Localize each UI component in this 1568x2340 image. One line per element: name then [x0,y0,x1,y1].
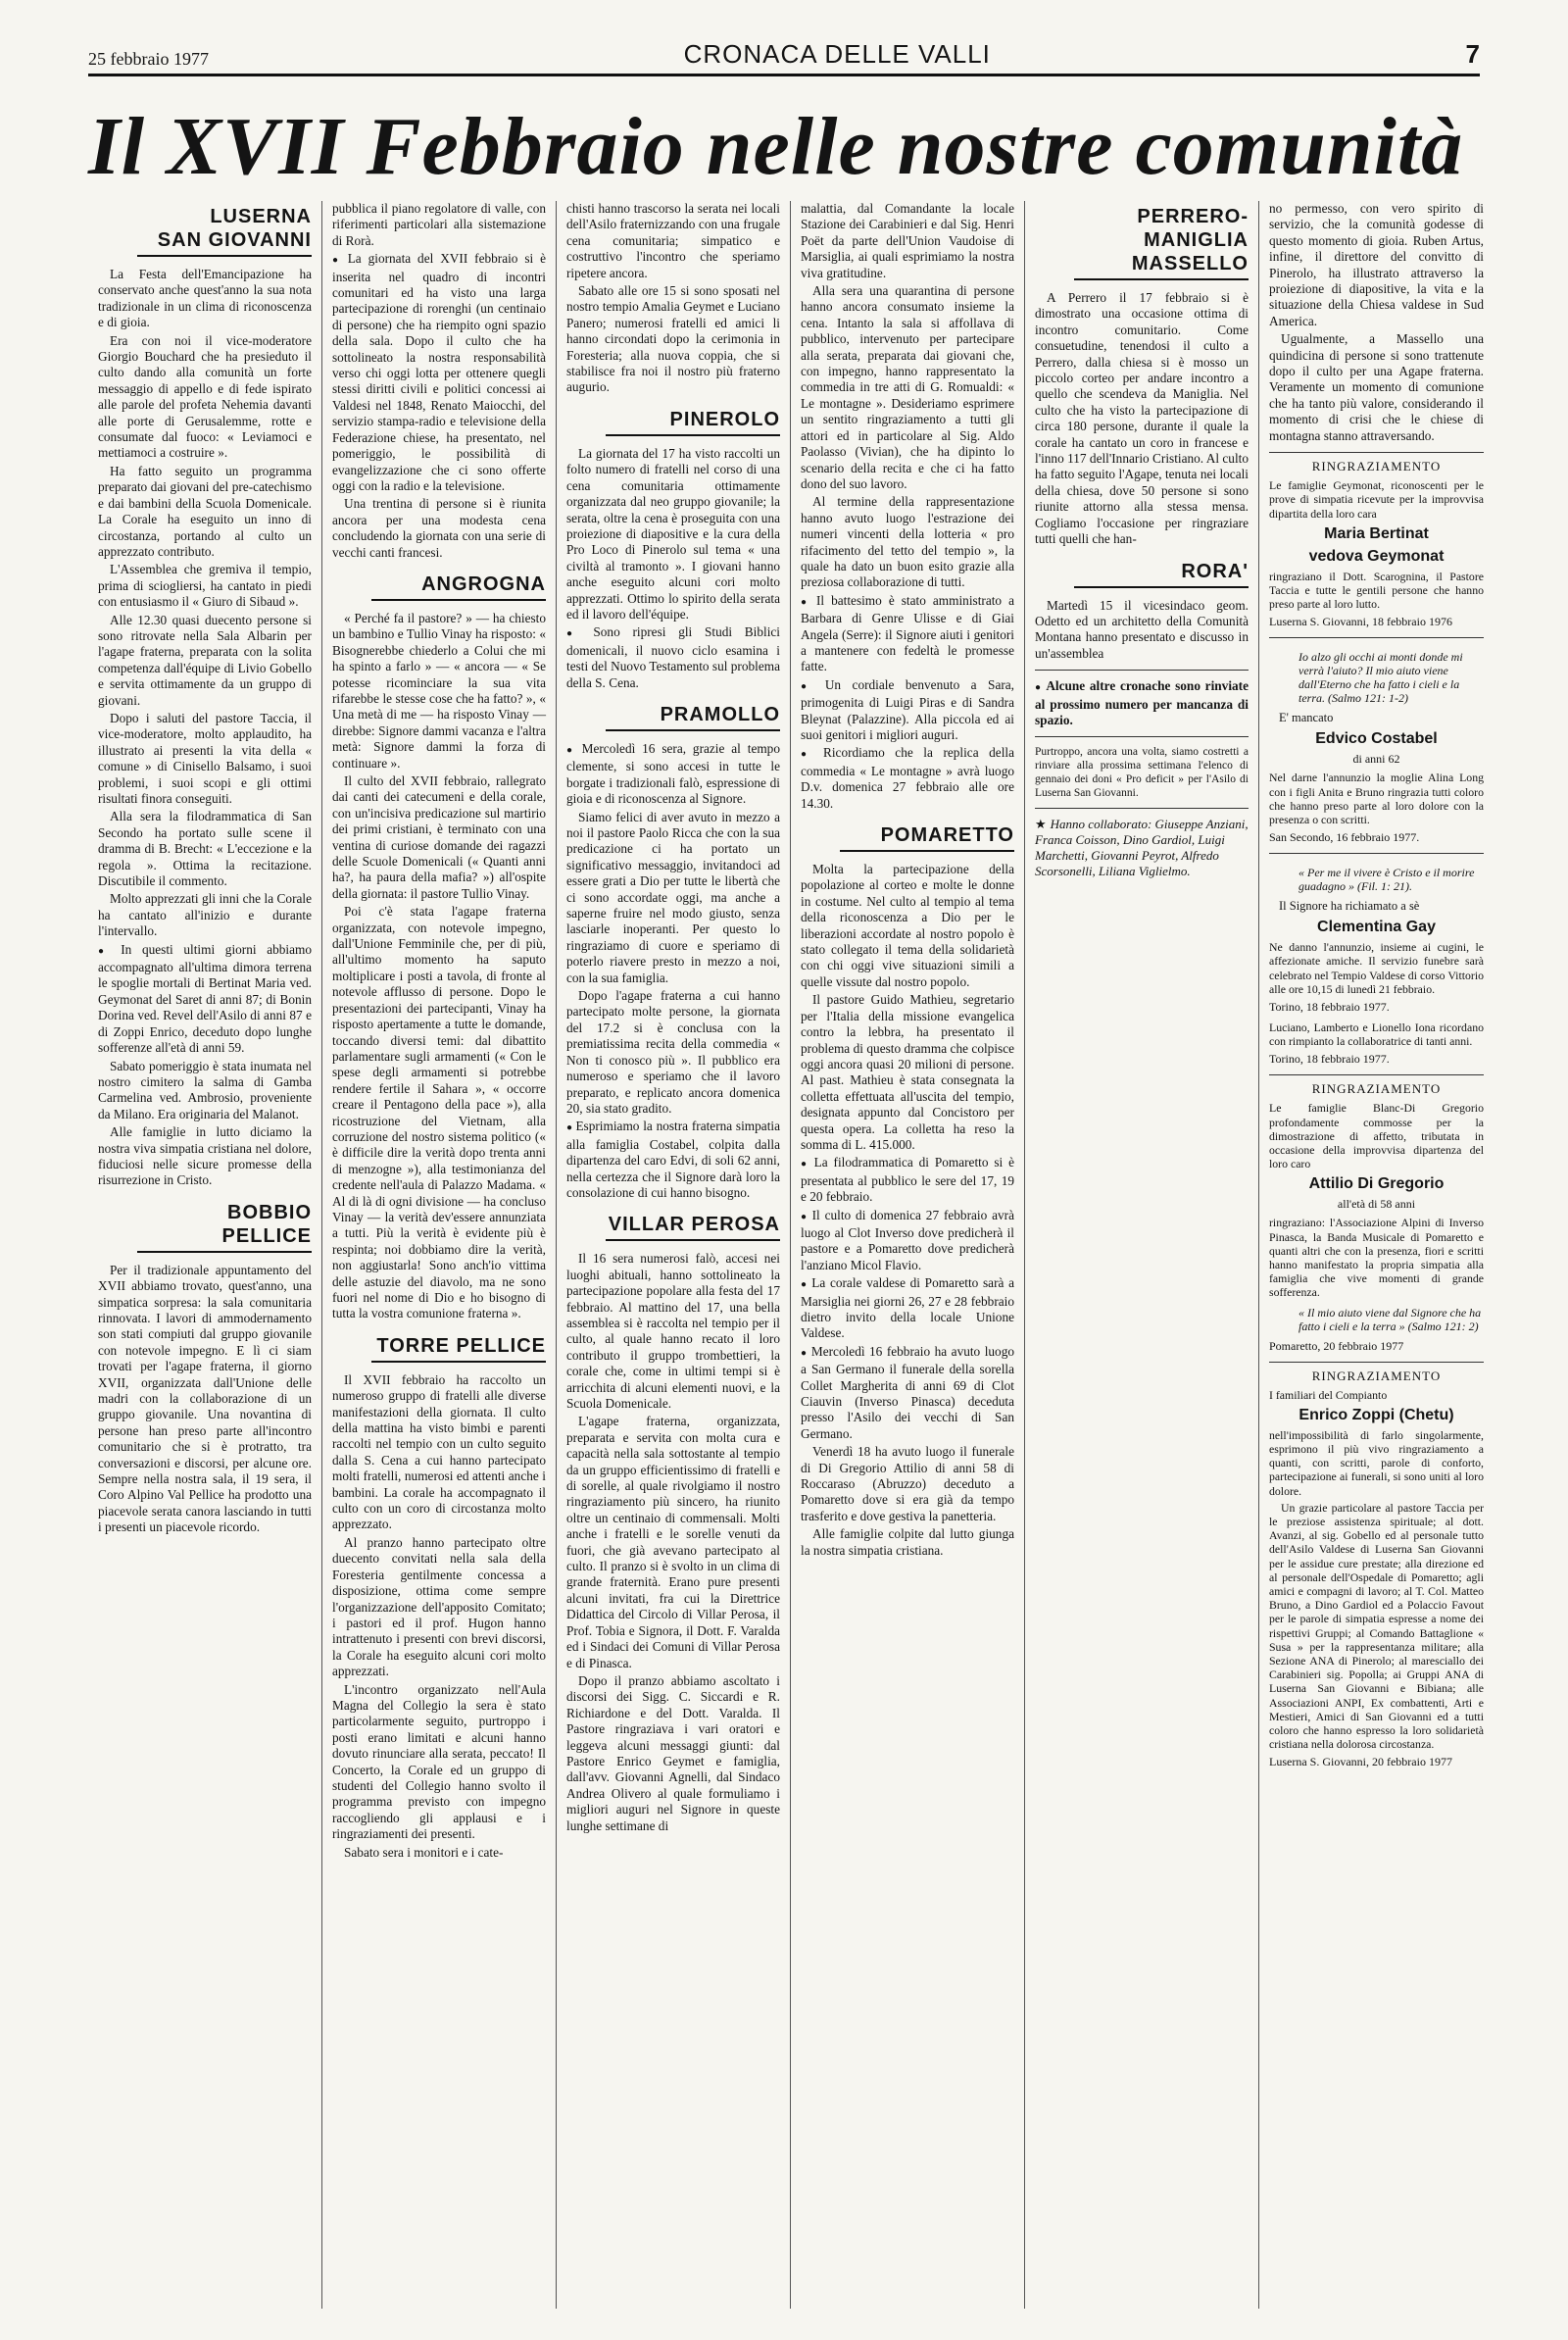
paragraph: Alla sera una quarantina di persone hanno ancora consumato insieme la cena. Intanto la sala si affollava di pubblico, intervenuto per partecipare alla serata, preparata dai giovani che, con impegno, hanno rappresentato la commedia in tre atti di G. Romualdi: « Le montagne ». Desideriamo esprimere un sentito ringraziamento a tutti gli attori ed in particolare al Sig. Aldo Paolasso (Vivian), che ha dipinto lo scenario della recita e che ci ha fatto dono del suo lavoro. [801,283,1014,491]
notice-text: Luciano, Lamberto e Lionello Iona ricordano con rimpianto la collaboratrice di tanti anni. [1269,1020,1484,1049]
paragraph: no permesso, con vero spirito di servizio, che la comunità godesse di questo momento di gioia. Ruben Artus, infine, il direttore del convitto di Pinerolo, ha illustrato attraverso la proiezione di diapositive, la vita e la situazione della Chiesa valdese in Sud America. [1269,201,1484,328]
paragraph: Ugualmente, a Massello una quindicina di persone si sono trattenute dopo il culto per una Agape fraterna. Veramente un momento di comunione che ha tanto più valore, considerando il momento di crisi che le chiese di montagna stanno attraversando. [1269,331,1484,443]
paragraph: Venerdì 18 ha avuto luogo il funerale di Di Gregorio Attilio di anni 58 di Roccaraso (Abruzzo) deceduto a Pomaretto dove si era già da tempo trasferito e dove gestiva la panetteria. [801,1444,1014,1523]
column-2 [322,201,557,2309]
divider [1035,808,1249,809]
paragraph: ● Il culto di domenica 27 febbraio avrà luogo al Clot Inverso dove predicherà il pastore e a Pomaretto dove predicherà l'anziano Micol Flavio. [801,1208,1014,1274]
paragraph: Il 16 sera numerosi falò, accesi nei luoghi abituali, hanno sottolineato la partecipazione popolare alla festa del 17 febbraio. Al mattino del 17, una bella assemblea si è raccolta nel tempio per il culto, al quale hanno recato il loro contributo il gruppo trombettieri, la corale che, come in ultimi tempi si è arricchita di alcuni elementi nuovi, e la Scuola Domenicale. [566,1251,780,1411]
notice-signature: Pomaretto, 20 febbraio 1977 [1269,1338,1404,1353]
star-icon: ★ [1035,817,1047,832]
paragraph: ● Ricordiamo che la replica della commedia « Le montagne » avrà luogo D.v. domenica 27 febbraio alle ore 14.30. [801,745,1014,812]
paragraph: Il pastore Guido Mathieu, segretario per l'Italia della missione evangelica contro la lebbra, ha presentato il problema di questo dramma che colpisce oggi ancora quasi 20 milioni di persone. Al past. Mathieu è stata consegnata la colletta effettuata all'uscita del tempio, designata appunto dal Concistoro per questa opera. La colletta ha reso la somma di L. 415.000. [801,992,1014,1152]
notice-signature: Luserna S. Giovanni, 18 febbraio 1976 [1269,615,1452,629]
section-title-pinerolo: PINEROLO [606,408,780,436]
section-title-pomaretto: POMARETTO [840,823,1014,852]
paragraph: L'agape fraterna, organizzata, preparata e servita con molta cura e capacità nella sala sottostante al tempio da un gruppo efficientissimo di fratelli e di sorelle, al quale rivolgiamo il nostro ringraziamento più sincero, ha riunito oltre un centinaio di commensali. Molti anche i fratelli e le sorelle venuti da fuori, che già avevano partecipato al culto. Il pranzo si è svolto in un clima di grande fraternità. Erano pure presenti alcuni invitati, fra cui la Direttrice Didattica del Circolo di Villar Perosa, il Prof. Tobia e Signora, il Dott. F. Varalda ed i Sindaci dei Comuni di Villar Perosa e di Pinasca. [566,1414,780,1670]
paragraph: Alla sera la filodrammatica di San Secondo ha portato sulle scene il dramma di B. Brecht: « L'eccezione e la regola ». Ottima la recitazione. Discutibile il commento. [98,809,312,889]
paragraph: ● Mercoledì 16 febbraio ha avuto luogo a San Germano il funerale della sorella Collet Margherita di anni 69 di Clot Ciauvin (Inverso Pinasca) deceduta presso l'Asilo dei vecchi di San Germano. [801,1344,1014,1442]
paragraph: Dopo il pranzo abbiamo ascoltato i discorsi dei Sigg. C. Siccardi e R. Richiardone e del Dott. Varalda. Il Pastore ringraziava i vari oratori e leggeva alcuni messaggi giunti: dal Pastore Enrico Geymet e famiglia, dall'avv. Giovanni Agnelli, dal Sindaco Andrea Olivero al quale formuliamo i migliori auguri nel Signore in queste lunghe settimane di [566,1672,780,1833]
section-title-angrogna: ANGROGNA [371,573,546,601]
notice-subtitle: all'età di 58 anni [1337,1197,1416,1212]
paragraph: ● Esprimiamo la nostra fraterna simpatia alla famiglia Costabel, colpita dalla dipartenza del caro Edvi, di soli 62 anni, nella certezza che il Signore darà loro la consolazione di cui hanno bisogno. [566,1119,780,1201]
notice-geymonat [1269,452,1484,629]
paragraph: Alle famiglie in lutto diciamo la nostra viva simpatia cristiana nel dolore, fiduciosi nelle sicure promesse della risurrezione in Cristo. [98,1124,312,1188]
paragraph: Alle famiglie colpite dal lutto giunga la nostra simpatia cristiana. [801,1526,1014,1558]
column-4 [791,201,1025,2309]
page-number: 7 [1465,39,1480,69]
column-6 [1259,201,1494,2309]
paragraph: Il XVII febbraio ha raccolto un numeroso gruppo di fratelli alle diverse manifestazioni della giornata. Il culto della mattina ha visto bimbi e parenti raccolti nel tempio con un culto seguito dalla S. Cena a cui hanno partecipato molti fratelli, numerosi ed attenti anche i bambini. La corale ha accompagnato il culto con un coro di circostanza molto apprezzato. [332,1371,546,1532]
section-title-villar-perosa: VILLAR PEROSA [606,1213,780,1241]
notice-verse: « Per me il vivere è Cristo e il morire guadagno » (Fil. 1: 21). [1298,866,1475,894]
paragraph: « Perché fa il pastore? » — ha chiesto un bambino e Tullio Vinay ha risposto: « Bisognerebbe chiederlo a Colui che mi ha spinto a farlo » — « ancora — « Se potesse ricominciare la sua vita rifarebbe le stesse cose che ha fatto? », « Una metà di me — ha risposto Vinay — direbbe: Signore dammi vacanza e l'altra metà: Signore dammi la forza di continuare ». [332,610,546,771]
notice-label: E' mancato [1279,711,1334,725]
notice-heading: RINGRAZIAMENTO [1311,1368,1442,1383]
notice-heading: RINGRAZIAMENTO [1311,1081,1442,1097]
notice-name: Enrico Zoppi (Chetu) [1298,1406,1454,1423]
notice-gay [1269,853,1484,1067]
divider [1035,736,1249,737]
paragraph: Per il tradizionale appuntamento del XVII abbiamo trovato, quest'anno, una simpatica sorpresa: la sala comunitaria rinnovata. I lavori di ammodernamento son stati compiuti dal gruppo giovanile con notevole impegno. E lì ci siam trovati per l'agape fraterna, il giorno XVII, organizzata dall'Unione delle madri con la collaborazione di un gruppo giovanile. Una novantina di persone han preso parte all'incontro comunitario che si è protratto, tra conversazioni e discorsi, per alcune ore. Sempre nella nostra sala, il 19 sera, il Coro Alpino Val Pellice ha prodotto una piacevole serata canora lasciando in tutti i presenti un piacevole ricordo. [98,1262,312,1535]
section-title-massello: MASSELLO [1074,252,1249,280]
section-title-san-giovanni: SAN GIOVANNI [137,228,312,257]
paragraph: Ha fatto seguito un programma preparato dai giovani del pre-catechismo e dai bambini della Scuola Domenicale. La Corale ha eseguito un inno di circostanza, portando al culto un apprezzato contributo. [98,463,312,559]
paragraph: ● La corale valdese di Pomaretto sarà a Marsiglia nei giorni 26, 27 e 28 febbraio dietro invito della locale Unione Valdese. [801,1275,1014,1342]
paragraph: Al pranzo hanno partecipato oltre duecento convitati nella sala della Foresteria gentilmente concessa a disposizione, ottima come sempre l'organizzazione dell'apposito Comitato; i pastori ed il prof. Hugon hanno intrattenuto i presenti con brevi discorsi, la Corale ha eseguito alcuni cori molto apprezzati. [332,1534,546,1679]
notice-text: Un grazie particolare al pastore Taccia per le preziose assistenza spirituale; al dott. Avanzi, al sig. Gobello ed al personale tutto dell'Asilo Valdese di Luserna San Giovanni per le assidue cure prestate; alla direzione ed al personale dell'Ospedale di Pomaretto; agli amici e compagni di lavoro; al T. Col. Matteo Bruno, a Dino Gardiol ed a Polaccio Favout per le parole di simpatia espresse a nome dei rispettivi Gruppi; al Comando Battaglione « Susa » per la rappresentanza militare; alla Sezione ANA di Pinerolo; al maresciallo dei Carabinieri sig. Popolla; ai Gruppi ANA di Luserna San Giovanni e Bibiana; alle Associazioni ANPI, Ex combattenti, Arti e Mestieri, Amici di San Giovanni ed a tutti coloro che hanno espresso la loro solidarietà cristiana nella dolorosa circostanza. [1269,1500,1484,1752]
running-header [88,39,1480,76]
notice-text: ringraziano il Dott. Scarognina, il Pastore Taccia e tutte le gentili persone che hanno preso parte al loro lutto. [1269,569,1484,612]
column-5 [1025,201,1259,2309]
paragraph: Molto apprezzati gli inni che la Corale ha cantato all'inizio e durante l'intervallo. [98,891,312,939]
divider [1035,670,1249,671]
notice-verse: Io alzo gli occhi ai monti donde mi verrà l'aiuto? Il mio aiuto viene dall'Eterno che ha fatto i cieli e la terra. (Salmo 121: 1-2) [1298,650,1463,706]
paragraph: L'incontro organizzato nell'Aula Magna del Collegio la sera è stato particolarmente seguito, purtroppo i posti erano limitati e alcuni hanno dovuto rinunciare alla serata, peccato! Il Concerto, la Corale ed un gruppo di studenti del Collegio hanno svolto il programma previsto con impegno raccogliendo gli applausi e i ringraziamenti dei presenti. [332,1681,546,1842]
notice-costabel [1269,637,1484,845]
notice-zoppi [1269,1362,1484,1770]
paragraph: pubblica il piano regolatore di valle, con riferimenti particolari alla sistemazione di Rorà. [332,201,546,248]
paragraph: Alle 12.30 quasi duecento persone si sono ritrovate nella Sala Albarin per l'agape fraterna, preparata con la solita competenza dall'équipe di Livio Gobello e servita ottimamente da un gruppo di giovani. [98,612,312,708]
notice-text: I familiari del Compianto [1269,1387,1388,1402]
notice-signature: San Secondo, 16 febbraio 1977. [1269,830,1420,845]
paragraph: malattia, dal Comandante la locale Stazione dei Carabinieri e dal Sig. Henri Poët da parte dell'Union Vaudoise di Marsiglia, ai quali esprimiamo la nostra viva gratitudine. [801,201,1014,280]
column-3 [557,201,791,2309]
notice-text: Nel darne l'annunzio la moglie Alina Long con i figli Anita e Bruno ringrazia tutti coloro che hanno preso parte al loro dolore con la presenza o con scritti. [1269,771,1484,826]
paragraph: Una trentina di persone si è riunita ancora per una modesta cena concludendo la giornata con una serie di vecchi canti francesi. [332,496,546,560]
notice-text: Le famiglie Blanc-Di Gregorio profondamente commosse per la dimostrazione di affetto, tributata in occasione della improvvisa dipartenza del loro caro [1269,1101,1484,1171]
column-1 [88,201,322,2309]
paragraph: La giornata del 17 ha visto raccolti un folto numero di fratelli nel corso di una cena comunitaria ottimamente organizzata dal neo gruppo giovanile; la serata, oltre la cena è proseguita con una proiezione di diapositive e la cura della Pro Loco di Pinerolo sul tema « una civiltà al tramonto ». I giovani hanno anche eseguito alcuni cori molto apprezzati. Ottimo lo spirito della serata ed il lavoro dell'équipe. [566,445,780,622]
notice-verse: « Il mio aiuto viene dal Signore che ha fatto i cieli e la terra » (Salmo 121: 2) [1298,1305,1482,1333]
paragraph: L'Assemblea che gremiva il tempio, prima di sciogliersi, ha cantato in piedi con entusiasmo il « Giuro di Sibaud ». [98,562,312,610]
page-headline: Il XVII Febbraio nelle nostre comunità [88,101,1464,192]
notice-signature: Torino, 18 febbraio 1977. [1269,999,1390,1014]
notice-signature: Luserna S. Giovanni, 20 febbraio 1977 [1269,1755,1452,1769]
notice-di-gregorio [1269,1074,1484,1353]
paragraph: A Perrero il 17 febbraio si è dimostrato una occasione ottima di incontro comunitario. Come consuetudine, tenendosi il culto a Perrero, dalla chiesa si è mosso un piccolo corteo per andare incontro a quello che scendeva da Maniglia. Nel culto che ha visto la partecipazione di circa 180 persone, durante il quale la corale ha cantato un coro in francese e l'inno 117 dell'Innario Cristiano. Al culto ha fatto seguito l'Agape, tenuta nei locali della chiesa, dove 50 persone si sono riunite attorno alla stessa mensa. Cogliamo l'occasione per ringraziare tutti quelli che han- [1035,290,1249,547]
notice-text: ringraziano: l'Associazione Alpini di Inverso Pinasca, la Banda Musicale di Pomaretto e quanti altri che con la presenza, fiori e scritti hanno manifestato la propria simpatia alla famiglia che vive momenti di grande sofferenza. [1269,1216,1484,1300]
paragraph: Martedì 15 il vicesindaco geom. Odetto ed un architetto della Comunità Montana hanno presentato e discusso in un'assemblea [1035,597,1249,661]
paragraph: chisti hanno trascorso la serata nei locali dell'Asilo fraternizzando con una frugale cena comunitaria; simpatico e costruttivo l'incontro che speriamo ripetere ancora. [566,201,780,280]
notice-text: Le famiglie Geymonat, riconoscenti per le prove di simpatia ricevute per la improvvisa dipartita della loro cara [1269,478,1484,521]
paragraph: Dopo l'agape fraterna a cui hanno partecipato molte persone, la giornata del 17.2 si è conclusa con la premiatissima recita della commedia « Non ti conosco più ». Il pubblico era numeroso e speriamo che il lavoro preparato, e replicato ancora domenica 20, sia stato gradito. [566,988,780,1116]
notice-name: Clementina Gay [1317,919,1436,936]
paragraph: Sabato pomeriggio è stata inumata nel nostro cimitero la salma di Gamba Carmelina ved. Ambrosio, proveniente da Milano. Era originaria del Malanot. [98,1058,312,1121]
paragraph: ● In questi ultimi giorni abbiamo accompagnato all'ultima dimora terrena le spoglie mortali di Bertinat Maria ved. Geymonat del Saret di anni 87; di Bonin Dorina ved. Revel dell'Asilo di anni 87 e di Zoppi Enrico, deceduto dopo lunghe sofferenze all'età di anni 59. [98,942,312,1057]
section-title-torre-pellice: TORRE PELLICE [371,1334,546,1363]
notice-text: Ne danno l'annunzio, insieme ai cugini, le affezionate amiche. Il servizio funebre sarà celebrato nel Tempio Valdese di corso Vittorio alle ore 10,15 di lunedì 21 febbraio. [1269,940,1484,996]
paragraph: ● Sono ripresi gli Studi Biblici domenicali, il nuovo ciclo esamina i testi del Nuovo Testamento sul problema della S. Cena. [566,624,780,691]
paragraph: ● Mercoledì 16 sera, grazie al tempo clemente, si sono accesi in tutte le borgate i tradizionali falò, espressione di gioia e di riconoscenza al Signore. [566,741,780,808]
notice-signature: Torino, 18 febbraio 1977. [1269,1052,1390,1067]
paragraph: Il culto del XVII febbraio, rallegrato dai canti dei catecumeni e della corale, con un'incisiva predicazione sul martirio dei primi cristiani, è terminato con una ventina di curiose domande dei ragazzi delle Scuole Domenicali (« Quanti anni ha?, ha paura della mafia? ») all'ospite della giornata: il pastore Tullio Vinay. [332,773,546,901]
article-columns [88,201,1494,2309]
section-title-bobbio: BOBBIO PELLICE [137,1201,312,1253]
paragraph: Dopo i saluti del pastore Taccia, il vice-moderatore, molto applaudito, ha illustrato ai presenti la vita della « comune » di Cinisello Balsamo, i suoi problemi, i suoi scopi e gli ottimi risultati finora conseguiti. [98,710,312,806]
contributors-credit: ★ Hanno collaborato: Giuseppe Anziani, Franca Coisson, Dino Gardiol, Luigi Marchetti, Giovanni Peyrot, Alfredo Scorsonelli, Liliana Viglielmo. [1035,817,1249,879]
paragraph: ● La filodrammatica di Pomaretto si è presentata al pubblico le sere del 17, 19 e 20 febbraio. [801,1155,1014,1205]
paragraph: Poi c'è stata l'agape fraterna organizzata, con notevole impegno, dall'Unione Femminile che, per di più, all'ultimo momento ha saputo moltiplicare i posti a tavola, di fronte al notevole afflusso di persone. Dopo le presentazioni dei partecipanti, Vinay ha risposto apertamente a tutte le domande, toccando diversi temi: dal dibattito parlamentare sugli armamenti (« Con le spese degli armamenti si potrebbe rendere fertile il Sahara », « occorre creare il Pentagono della pace »), alla ricostruzione del Vietnam, alla corruzione del nostro sistema politico (« è difficile dire la verità dopo trenta anni di menzogne »), alla testimonianza del credente nell'aula di Palazzo Madama. « Al di là di ogni divisione — ha concluso Vinay — la verità dev'essere annunziata a tutti. Più la verità è evidente più è respinta; noi dobbiamo dire la verità, non aggiustarla! Sono anch'io vittima delle astuzie del diavolo, ma ne sono fuori nel nome di Dio e ho bisogno di tutta la vostra comunione fraterna ». [332,904,546,1321]
issue-date: 25 febbraio 1977 [88,49,209,69]
notice-name: Maria Bertinat [1324,524,1429,542]
paragraph: Al termine della rappresentazione hanno avuto luogo l'estrazione dei numeri vincenti della lotteria « pro rifacimento del tetto del tempio », la quale ha dato un buon esito grazie alla preziosa collaborazione di tutti. [801,494,1014,590]
small-note: Purtroppo, ancora una volta, siamo costretti a rinviare alla prossima settimana l'elenco di gennaio dei doni « Pro deficit » per l'Asilo di Luserna San Giovanni. [1035,746,1249,800]
editorial-note: ● Alcune altre cronache sono rinviate al prossimo numero per mancanza di spazio. [1035,678,1249,728]
paragraph: Siamo felici di aver avuto in mezzo a noi il pastore Paolo Ricca che con la sua predicazione ci ha portato un significativo messaggio, invitandoci ad essere grati a Dio per tutte le libertà che ci sono accordate oggi, ma anche a saperne fruire nel modo giusto, senza lasciarle inoperanti. Per questo lo ringraziamo di cuore e speriamo di poterlo riavere presto in mezzo a noi, con la sua famiglia. [566,809,780,985]
paragraph: Molta la partecipazione della popolazione al corteo e molte le donne in costume. Nel culto al tempio al tema della riconoscenza a Dio per le liberazioni accordate al nostro popolo è stato collegato il tema della solidarietà con chi oggi vive situazioni simili a quelle vissute dal nostro popolo. [801,862,1014,989]
notice-name: Edvico Costabel [1315,730,1438,748]
notice-text: nell'impossibilità di farlo singolarmente, esprimono il più vivo ringraziamento a quanti, con scritti, parole di conforto, partecipazione ai funerali, si sono uniti al loro dolore. [1269,1427,1484,1498]
paragraph: La Festa dell'Emancipazione ha conservato anche quest'anno la sua nota tradizionale in un clima di riconoscenza e di gioia. [98,267,312,330]
section-title-perrero: PERRERO-MANIGLIA [1137,206,1249,251]
notice-label: Il Signore ha richiamato a sè [1279,899,1420,914]
section-title-pramollo: PRAMOLLO [606,703,780,731]
paragraph: ● Il battesimo è stato amministrato a Barbara di Genre Ulisse e di Giai Angela (Serre): il Signore aiuti i genitori a mantenere con fedeltà le promesse fatte. [801,593,1014,675]
notice-name: Attilio Di Gregorio [1308,1175,1445,1193]
paragraph: Era con noi il vice-moderatore Giorgio Bouchard che ha presieduto il culto dando alla comunità un forte messaggio di appello e di fede ispirato alle parole del profeta Nehemia davanti alle porte di Gerusalemme, rotte e consumate dal fuoco: « Leviamoci e mettiamoci a costruire ». [98,332,312,461]
paragraph: Sabato alle ore 15 si sono sposati nel nostro tempio Amalia Geymet e Luciano Panero; numerosi fratelli ed amici li hanno circondati dopo la cerimonia in Foresteria; alla nuova coppia, che si stabilisce fra noi il nostro più fraterno augurio. [566,283,780,395]
section-title-rora: RORA' [1074,560,1249,588]
notice-name: vedova Geymonat [1308,547,1445,565]
notice-subtitle: di anni 62 [1352,752,1400,767]
paragraph: Sabato sera i monitori e i cate- [344,1844,504,1860]
paragraph: ● La giornata del XVII febbraio si è inserita nel quadro di incontri comunitari ed ha visto una larga partecipazione di rorenghi (un centinaio di persone) che ha riempito ogni spazio della sala. Dopo il culto che ha sottolineato la nostra responsabilità verso chi oggi lotta per ottenere quegli stessi diritti civili e politici concessi ai Valdesi nel 1848, Renato Maiocchi, del servizio stampa-radio e televisione della Federazione chiese, ha presentato, nel pomeriggio, le possibilità di evangelizzazione che ci sono offerte oggi con la radio e la televisione. [332,251,546,494]
section-title-luserna: LUSERNA [210,206,312,227]
notice-heading: RINGRAZIAMENTO [1311,459,1442,474]
paragraph: ● Un cordiale benvenuto a Sara, primogenita di Luigi Piras e di Sandra Bleynat (Palazzine). Alla piccola ed ai suoi genitori i migliori auguri. [801,677,1014,744]
newspaper-name: CRONACA DELLE VALLI [683,39,991,69]
